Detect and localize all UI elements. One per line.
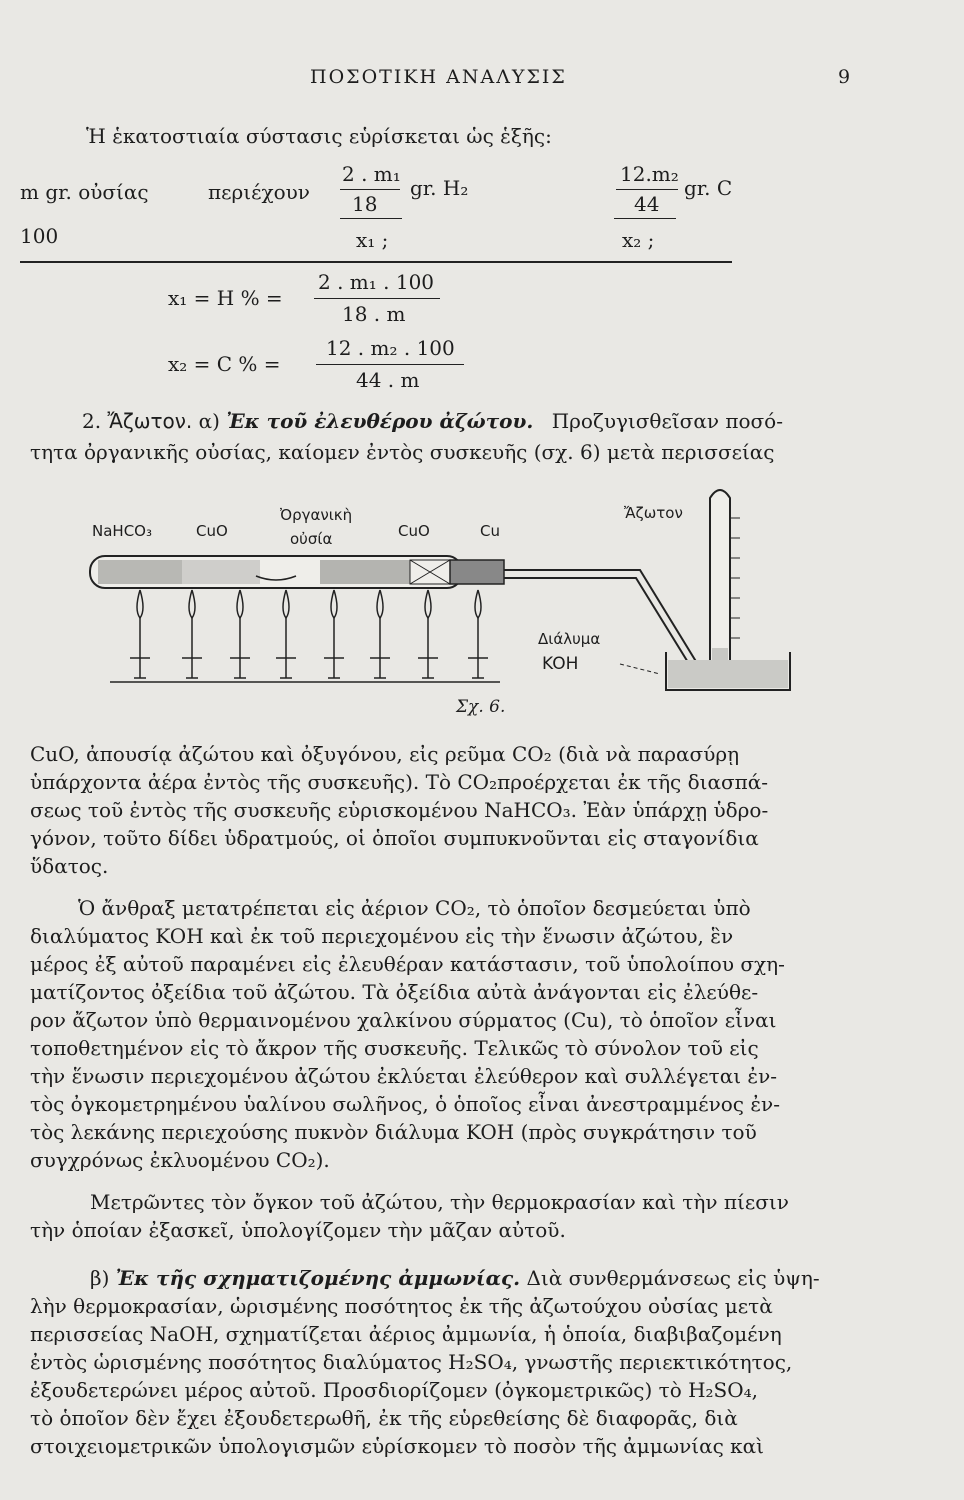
h-fraction-denominator: 18	[352, 192, 378, 216]
section-2-title: Ἄζωτον.	[107, 409, 193, 433]
p2-line: μέρος ἐξ αὐτοῦ παραμένει εἰς ἐλευθέραν κατάστασιν, τοῦ ὑπολοίπου σχη-	[30, 952, 785, 976]
p1-line: σεως τοῦ ἐντὸς τῆς συσκευῆς εὑρισκομένου NaHCO₃. Ἐὰν ὑπάρχῃ ὑδρο-	[30, 798, 769, 822]
p2-line: διαλύματος KOH καὶ ἐκ τοῦ περιεχομένου εἰς τὴν ἕνωσιν ἀζώτου, ἓν	[30, 924, 734, 948]
section-2-number: 2.	[82, 409, 102, 433]
p4-line: ἐντὸς ὡρισμένης ποσότητος διαλύματος H₂SO₄, γνωστῆς περιεκτικότητος,	[30, 1350, 793, 1374]
running-header: ΠΟΣΟΤΙΚΗ ΑΝΑΛΥΣΙΣ	[310, 66, 567, 88]
paragraph-1	[30, 740, 860, 880]
p2-line: ματίζοντος ὀξείδια τοῦ ἀζώτου. Τὰ ὀξείδια αὐτὰ ἀνάγονται εἰς ἐλεύθε-	[30, 980, 759, 1004]
section-2-line2: τητα ὀργανικῆς οὐσίας, καίομεν ἐντὸς συσκευῆς (σχ. 6) μετὰ περισσείας	[30, 440, 775, 464]
eq1-denominator: 18 . m	[342, 302, 406, 326]
p4-first-line	[30, 1264, 860, 1292]
p3-line: τὴν ὁποίαν ἐξασκεῖ, ὑπολογίζομεν τὴν μᾶζαν αὐτοῦ.	[30, 1218, 566, 1242]
eq2-numerator: 12 . m₂ . 100	[326, 336, 455, 360]
p2-line: τὸς λεκάνης περιεχούσης πυκνὸν διάλυμα KOH (πρὸς συγκράτησιν τοῦ	[30, 1120, 757, 1144]
eq2-bar	[316, 364, 464, 365]
table-rule	[20, 261, 732, 263]
label-nahco3: NaHCO₃	[92, 522, 152, 540]
eudiometer	[710, 490, 740, 688]
intro-line: Ἡ ἑκατοστιαία σύστασις εὑρίσκεται ὡς ἑξῆς:	[86, 124, 552, 148]
p1-line: ὕδατος.	[30, 854, 109, 878]
solution-pointer	[620, 664, 660, 674]
label-nitrogen: Ἄζωτον	[624, 504, 683, 522]
p2-line: τὴν ἕνωσιν περιεχομένου ἀζώτου ἐκλύεται ἐλεύθερον καὶ συλλέγεται ἐν-	[30, 1064, 778, 1088]
p4-line: λὴν θερμοκρασίαν, ὡρισμένης ποσότητος ἐκ τῆς ἀζωτούχου οὐσίας μετὰ	[30, 1294, 773, 1318]
p4-line: στοιχειομετρικῶν ὑπολογισμῶν εὑρίσκομεν τὸ ποσὸν τῆς ἀμμωνίας καὶ	[30, 1434, 765, 1458]
label-cuo-right: CuO	[398, 522, 430, 540]
p2-line: Ὁ ἄνθραξ μετατρέπεται εἰς ἀέριον CO₂, τὸ ὁποῖον δεσμεύεται ὑπὸ	[78, 896, 751, 920]
c-fraction-bar	[616, 189, 678, 190]
label-cu: Cu	[480, 522, 500, 540]
x1-overline	[340, 218, 402, 219]
figure-caption: Σχ. 6.	[456, 697, 506, 717]
section-2-subtitle: Ἐκ τοῦ ἐλευθέρου ἀζώτου.	[226, 409, 534, 433]
p4-first-rest: Διὰ συνθερμάνσεως εἰς ὑψη-	[526, 1266, 820, 1290]
p4-title: Ἐκ τῆς σχηματιζομένης ἀμμωνίας.	[115, 1266, 521, 1290]
p2-line: τοποθετημένον εἰς τὸ ἄκρον τῆς συσκευῆς. Τελικῶς τὸ σύνολον τοῦ εἰς	[30, 1036, 759, 1060]
eq2-lhs: x₂ = C % =	[168, 352, 281, 376]
apparatus-figure	[80, 478, 820, 698]
eq1-bar	[314, 298, 440, 299]
row2-amount: 100	[20, 224, 59, 248]
eq1-lhs: x₁ = H % =	[168, 286, 283, 310]
eq2-denominator: 44 . m	[356, 368, 420, 392]
label-cuo-left: CuO	[196, 522, 228, 540]
section-2-lead: Προζυγισθεῖσαν ποσό-	[551, 409, 783, 433]
c-fraction-numerator: 12.m₂	[620, 162, 679, 186]
label-organic: Ὀργανικὴ	[280, 506, 353, 524]
delivery-tube	[504, 570, 706, 674]
combustion-tube	[90, 556, 504, 588]
p3-line: Μετρῶντες τὸν ὄγκον τοῦ ἀζώτου, τὴν θερμοκρασίαν καὶ τὴν πίεσιν	[90, 1190, 789, 1214]
row1-verb: περιέχουν	[208, 180, 310, 204]
paragraph-2	[30, 894, 860, 1174]
p1-line: γόνον, τοῦτο δίδει ὑδρατμούς, οἱ ὁποῖοι συμπυκνοῦνται εἰς σταγονίδια	[30, 826, 759, 850]
h-fraction-numerator: 2 . m₁	[342, 162, 401, 186]
c-fraction-denominator: 44	[634, 192, 660, 216]
h-unit: gr. H₂	[410, 176, 469, 200]
p2-line: ρον ἄζωτον ὑπὸ θερμαινομένου χαλκίνου σύρματος (Cu), τὸ ὁποῖον εἶναι	[30, 1008, 777, 1032]
row1-amount: m gr. οὐσίας	[20, 180, 149, 204]
x2-overline	[614, 218, 676, 219]
row2-x1: x₁ ;	[356, 228, 389, 252]
paragraph-3	[30, 1188, 860, 1244]
p1-line: CuO, ἀπουσίᾳ ἀζώτου καὶ ὀξυγόνου, εἰς ρεῦμα CO₂ (διὰ νὰ παρασύρῃ	[30, 742, 740, 766]
p2-line: συγχρόνως ἐκλυομένου CO₂).	[30, 1148, 330, 1172]
label-substance: οὐσία	[290, 530, 333, 548]
p4-sub: β)	[90, 1266, 110, 1290]
eq1-numerator: 2 . m₁ . 100	[318, 270, 435, 294]
p4-line: περισσείας NaOH, σχηματίζεται ἀέριος ἀμμωνία, ἡ ὁποία, διαβιβαζομένη	[30, 1322, 782, 1346]
row2-x2: x₂ ;	[622, 228, 655, 252]
page-number: 9	[838, 66, 851, 88]
p4-line: τὸ ὁποῖον δὲν ἔχει ἐξουδετερωθῆ, ἐκ τῆς εὑρεθείσης δὲ διαφορᾶς, διὰ	[30, 1406, 738, 1430]
paragraph-4	[30, 1264, 860, 1460]
p2-line: τὸς ὀγκομετρημένου ὑαλίνου σωλῆνος, ὁ ὁποῖος εἶναι ἀνεστραμμένος ἐν-	[30, 1092, 780, 1116]
section-2-sub: α)	[198, 409, 220, 433]
c-unit: gr. C	[684, 176, 733, 200]
p1-line: ὑπάρχοντα ἀέρα ἐντὸς τῆς συσκευῆς). Τὸ CO₂προέρχεται ἐκ τῆς διασπά-	[30, 770, 769, 794]
p4-line: ἐξουδετερώνει μέρος αὐτοῦ. Προσδιορίζομεν (ὀγκομετρικῶς) τὸ H₂SO₄,	[30, 1378, 759, 1402]
label-solution: Διάλυμα	[538, 630, 601, 648]
section-2-heading	[82, 409, 783, 433]
h-fraction-bar	[340, 189, 400, 190]
label-koh: KOH	[542, 654, 579, 674]
burners	[110, 590, 500, 682]
